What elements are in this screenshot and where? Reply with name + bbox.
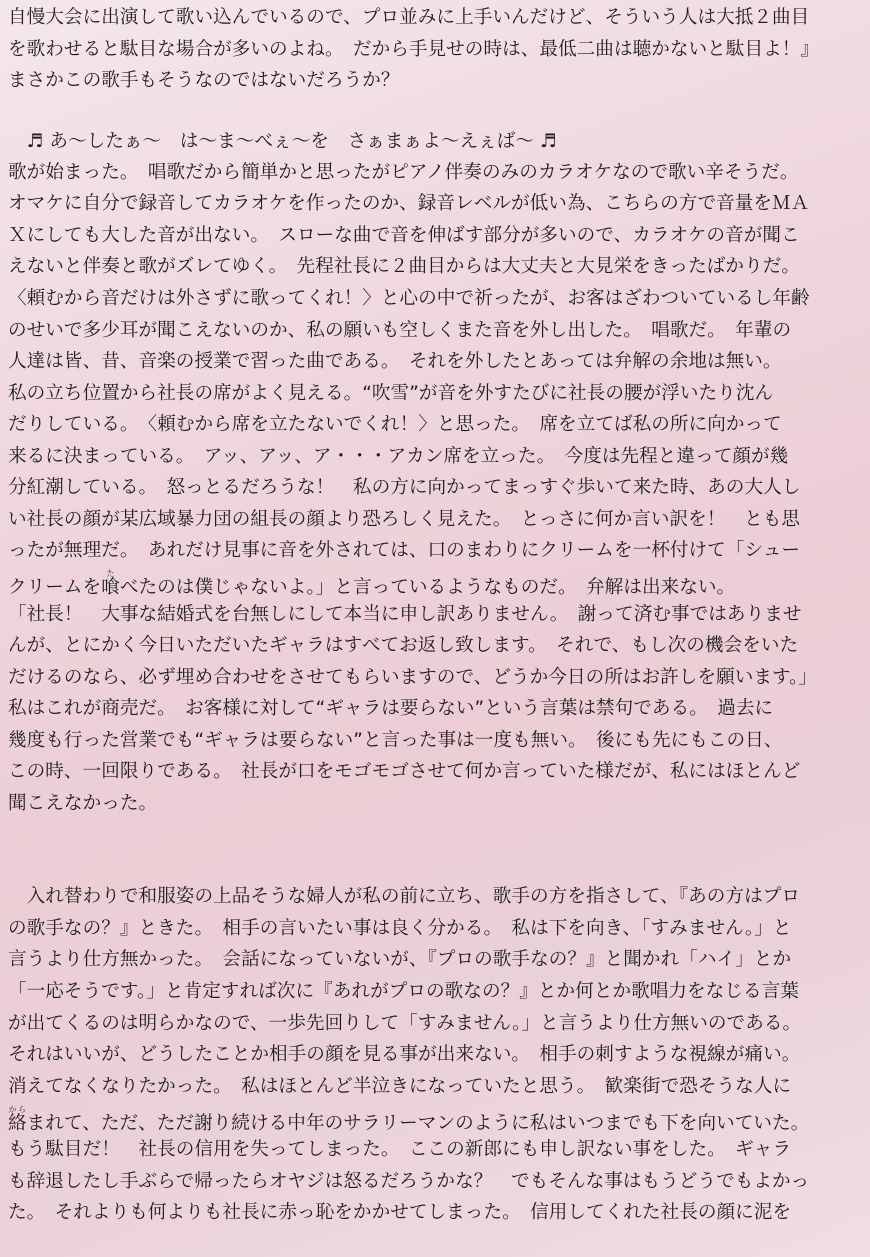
text-line: Ｘにしても大した音が出ない。 スローな曲で音を伸ばす部分が多いので、カラオケの音が聞こ bbox=[8, 225, 800, 246]
text-line: 分紅潮している。 怒っとるだろうな！ 私の方に向かってまっすぐ歩いて来た時、あの大人し bbox=[8, 477, 801, 498]
text-line: ったが無理だ。 あれだけ見事に音を外されては、口のまわりにクリームを一杯付けて「シュー bbox=[8, 540, 801, 561]
text-line-with-ruby: 絡からまれて、ただ、ただ謝り続ける中年のサラリーマンのように私はいつまでも下を向いていた。 bbox=[8, 1105, 810, 1134]
text-line: この時、一回限りである。 社長が口をモゴモゴさせて何か言っていた様だが、私にはほとんど bbox=[8, 761, 801, 782]
text-line: んが、とにかく今日いただいたギャラはすべてお返し致します。 それで、もし次の機会をいた bbox=[8, 635, 799, 656]
text-line: オマケに自分で録音してカラオケを作ったのか、録音レベルが低い為、こちらの方で音量をＭＡ bbox=[8, 193, 810, 214]
text-line: のせいで多少耳が聞こえないのか、私の願いも空しくまた音を外し出した。 唱歌だ。 年輩の bbox=[8, 320, 792, 341]
text-line: い社長の顔が某広域暴力団の組長の顔より恐ろしく見えた。 とっさに何か言い訳を！ とも思 bbox=[8, 509, 801, 530]
text-line: もう駄目だ！ 社長の信用を失ってしまった。 ここの新郎にも申し訳ない事をした。 ギャラ bbox=[8, 1139, 792, 1160]
furigana: 絡から bbox=[8, 1105, 27, 1134]
text-line: 自慢大会に出演して歌い込んでいるので、プロ並みに上手いんだけど、そういう人は大抵２曲目 bbox=[8, 7, 810, 28]
text-line: 〈頼むから音だけは外さずに歌ってくれ！〉と心の中で祈ったが、お客はざわついているし年齢 bbox=[8, 288, 810, 309]
text-line: 人達は皆、昔、音楽の授業で習った曲である。 それを外したとあっては弁解の余地は無い。 bbox=[8, 351, 782, 372]
text-line: の歌手なの？』ときた。 相手の言いたい事は良く分かる。 私は下を向き、「すみません。」と bbox=[8, 918, 792, 939]
text-line: だりしている。 〈頼むから席を立たないでくれ！〉と思った。 席を立てば私の所に向かって bbox=[8, 414, 782, 435]
text-line: 「社長！ 大事な結婚式を台無しにして本当に申し訳ありません。 謝って済む事ではありませ bbox=[8, 604, 802, 625]
text-line: まさかこの歌手もそうなのではないだろうか？ bbox=[8, 70, 400, 91]
text-line: 歌が始まった。 唱歌だから簡単かと思ったがピアノ伴奏のみのカラオケなので歌い辛そうだ。 bbox=[8, 162, 799, 183]
furigana-reading: から bbox=[8, 1105, 27, 1114]
text-line: 私はこれが商売だ。 お客様に対して“ギャラは要らない”という言葉は禁句である。 過去に bbox=[8, 698, 774, 719]
text-line: を歌わせると駄目な場合が多いのよね。 だから手見せの時は、最低二曲は聴かないと駄目よ！』 bbox=[8, 39, 820, 60]
document-page bbox=[8, 0, 862, 1257]
text-line: 入れ替わりで和服姿の上品そうな婦人が私の前に立ち、歌手の方を指さして、『あの方はプロ bbox=[8, 886, 801, 907]
text-line: だけるのなら、必ず埋め合わせをさせてもらいますので、どうか今日の所はお許しを願います。」 bbox=[8, 667, 818, 688]
text-line: それはいいが、どうしたことか相手の顔を見る事が出来ない。 相手の刺すような視線が痛い。 bbox=[8, 1044, 801, 1065]
text-line: た。 それよりも何よりも社長に赤っ恥をかかせてしまった。 信用してくれた社長の顔に泥を bbox=[8, 1202, 792, 1223]
text-line: 聞こえなかった。 bbox=[8, 793, 158, 814]
lyric-line: ♬ あ～したぁ～ は～ま～べぇ～を さぁまぁよ～えぇば～ ♬ bbox=[8, 131, 557, 152]
text-line: 私の立ち位置から社長の席がよく見える。“吹雪”が音を外すたびに社長の腰が浮いたり沈ん bbox=[8, 383, 774, 404]
text-line: 消えてなくなりたかった。 私はほとんど半泣きになっていたと思う。 歓楽街で恐そうな人に bbox=[8, 1076, 792, 1097]
text-line: えないと伴奏と歌がズレてゆく。 先程社長に２曲目からは大丈夫と大見栄をきったばかりだ。 bbox=[8, 256, 801, 277]
text-line: が出てくるのは明らかなので、一歩先回りして「すみません。」と言うより仕方無いのである。 bbox=[8, 1013, 802, 1034]
text-line: 言うより仕方無かった。 会話になっていないが、『プロの歌手なの？』と聞かれ「ハイ」とか bbox=[8, 949, 792, 970]
text-line-with-ruby: クリームを喰たべたのは僕じゃないよ。」と言っているようなものだ。 弁解は出来ない。 bbox=[8, 569, 736, 598]
text-line: 幾度も行った営業でも“ギャラは要らない”と言った事は一度も無い。 後にも先にもこの日、 bbox=[8, 730, 783, 751]
furigana: 喰た bbox=[101, 569, 120, 598]
text-line: も辞退したし手ぶらで帰ったらオヤジは怒るだろうかな？ でもそんな事はもうどうでもよかっ bbox=[8, 1171, 810, 1192]
text-line: 来るに決まっている。 アッ、アッ、ア・・・アカン席を立った。 今度は先程と違って顔が幾 bbox=[8, 446, 789, 467]
furigana-reading: た bbox=[101, 569, 120, 578]
text-line: 「一応そうです。」と肯定すれば次に『あれがプロの歌なの？』とか何とか歌唱力をなじる言葉 bbox=[8, 981, 799, 1002]
